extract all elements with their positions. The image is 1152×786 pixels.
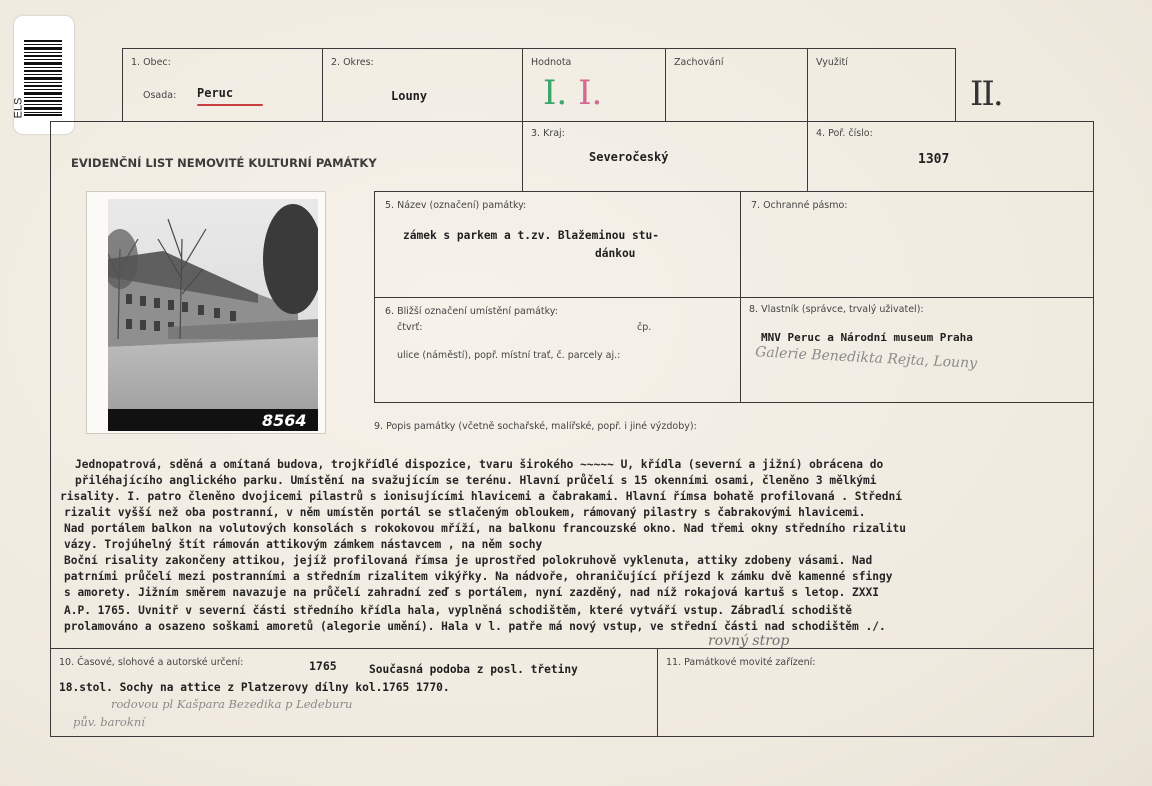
hodnota-value: I. I. (543, 73, 603, 113)
vyuziti-label: Využití (816, 57, 848, 68)
popis-line: A.P. 1765. Uvnitř v severní části středního křídla hala, vyplněná schodištěm, které vytváří vstup. Zábradlí schodiště (64, 604, 853, 617)
nazev-cell (374, 191, 741, 298)
nazev-line1: zámek s parkem a t.zv. Blažeminou stu- (403, 229, 659, 242)
kraj-label: 3. Kraj: (531, 128, 565, 139)
osada-label: Osada: (143, 90, 177, 101)
vlastnik-label: 8. Vlastník (správce, trvalý uživatel): (749, 304, 924, 315)
ctvrt-label: čtvrť: (397, 322, 423, 333)
cp-label: čp. (637, 322, 652, 333)
zachovani-label: Zachování (674, 57, 724, 68)
nazev-label: 5. Název (označení) památky: (385, 200, 527, 211)
barcode-sticker (14, 16, 74, 134)
okres-cell (322, 48, 523, 122)
obec-label: 1. Obec: (131, 57, 171, 68)
red-underline (197, 104, 263, 106)
form-title: EVIDENČNÍ LIST NEMOVITÉ KULTURNÍ PAMÁTKY (71, 156, 377, 170)
ulice-label: ulice (náměstí), popř. místní trať, č. parcely aj.: (397, 350, 621, 361)
building-photo (108, 199, 318, 431)
por-cislo-label: 4. Poř. číslo: (816, 128, 873, 139)
zachovani-cell (665, 48, 808, 122)
vlastnik-handwriting: Galerie Benedikta Rejta, Louny (754, 344, 978, 372)
photo-number: 8564 (262, 411, 307, 430)
popis-line: Jednopatrová, sděná a omítaná budova, trojkřídlé dispozice, tvaru širokého ~~~~~ U, křídla (severní a jižní) obrácena do (75, 458, 884, 471)
casove-handwriting-1: rodovou pl Kašpara Bezedika p Ledeburu (111, 697, 353, 711)
popis-line: rizalit vyšší než oba postranní, v něm umístěn portál se stlačeným obloukem, rámovaný pilastry s čabrakovými hlavicemi. (64, 506, 866, 519)
por-cislo-value: 1307 (918, 152, 950, 167)
kraj-value: Severočeský (589, 150, 669, 164)
ochranne-label: 7. Ochranné pásmo: (751, 200, 848, 211)
popis-handwriting: rovný strop (708, 633, 790, 649)
movite-cell (657, 648, 1094, 737)
movite-label: 11. Památkové movité zařízení: (666, 657, 816, 668)
vyuziti-cell (807, 48, 956, 122)
popis-line: prolamováno a osazeno soškami amoretů (alegorie umění). Hala v l. patře má nový vstup, ve střední části nad schodištěm ./. (64, 620, 886, 633)
vlastnik-cell (740, 297, 1094, 403)
title-cell (50, 121, 523, 192)
casove-year: 1765 (309, 659, 337, 673)
okres-value: Louny (391, 89, 428, 103)
popis-line: vázy. Trojúhelný štít rámován attikovým zámkem nástavcem , na něm sochy (64, 538, 543, 551)
casove-cell (50, 648, 658, 737)
hodnota-label: Hodnota (531, 57, 572, 68)
obec-cell (122, 48, 323, 122)
kraj-cell (522, 121, 808, 192)
por-cislo-cell (807, 121, 1094, 192)
casove-line2: 18.stol. Sochy na attice z Platzerovy dílny kol.1765 1770. (59, 681, 450, 694)
popis-line: s amorety. Jižním směrem navazuje na průčelí zahradní zeď s portálem, nyní zazděný, nad níž rokajová kartuš s letop. ZXXI (64, 586, 879, 599)
ochranne-cell (740, 191, 1094, 298)
popis-label: 9. Popis památky (včetně sochařské, malířské, popř. i jiné výzdoby): (374, 421, 697, 432)
popis-line: Boční risality zakončeny attikou, jejíž profilovaná římsa je uprostřed polokruhově vyklenuta, attiky zdobeny vásami. Nad (64, 554, 873, 567)
barcode-label: ELS (12, 97, 25, 119)
umisteni-label: 6. Bližší označení umístění památky: (385, 306, 558, 317)
hodnota-cell (522, 48, 666, 122)
vlastnik-value: MNV Peruc a Národní museum Praha (761, 331, 973, 344)
popis-line: patrními průčelí mezi postranními a středním rizalitem vikýřky. Na nádvoře, ohraničující příjezd k zámku dvě kamenné sfingy (64, 570, 893, 583)
nazev-line2: dánkou (595, 247, 636, 260)
corner-mark: II. (970, 74, 1002, 114)
popis-line: Nad portálem balkon na volutových konsolách s rokokovou mříží, na balkonu francouzské okno. Nad třemi okny středního rizalitu (64, 522, 906, 535)
popis-line: risality. I. patro členěno dvojicemi pilastrů s ionisujícími hlavicemi a čabrakami. Hlavní římsa bohatě profilovaná . Střední (60, 490, 902, 503)
photo-image (108, 199, 318, 431)
popis-line: přiléhajícího anglického parku. Umístění na svažujícím se terénu. Hlavní průčelí s 15 okenními osami, členěno 3 mělkými (75, 474, 877, 487)
casove-label: 10. Časové, slohové a autorské určení: (59, 657, 244, 668)
casove-line1: Současná podoba z posl. třetiny (369, 663, 578, 676)
casove-handwriting-2: pův. barokní (73, 715, 145, 729)
barcode-icon (24, 40, 62, 116)
obec-value: Peruc (197, 86, 234, 100)
umisteni-cell (374, 297, 741, 403)
okres-label: 2. Okres: (331, 57, 374, 68)
